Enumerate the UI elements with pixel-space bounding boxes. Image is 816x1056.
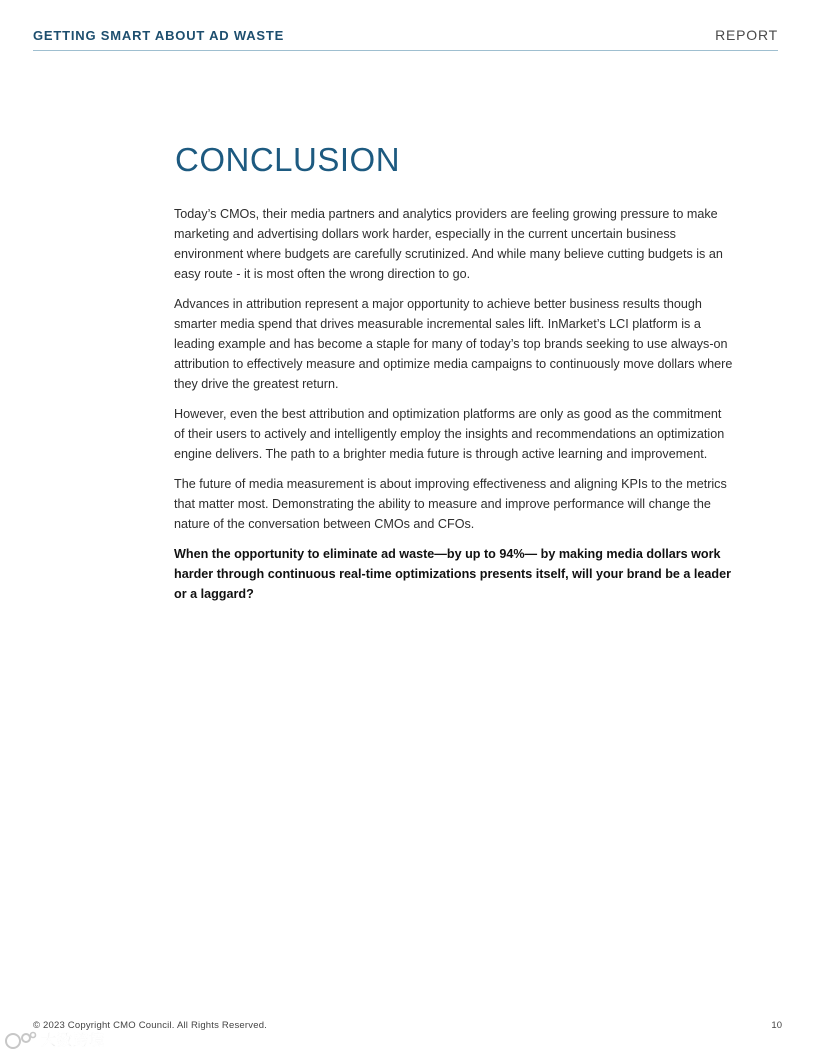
paragraph-1: Today’s CMOs, their media partners and analytics providers are feeling growing pressure to make marketing and advertising dollars work harder, especially in the current uncertain business environment where budgets are carefully scrutinized. And while many believe cutting budgets is an easy route - it is most often the wrong direction to go. bbox=[174, 207, 723, 281]
report-label: REPORT bbox=[715, 27, 778, 43]
paragraph-2: Advances in attribution represent a major opportunity to achieve better business results though smarter media spend that drives measurable incremental sales lift. InMarket’s LCI platform is a leading example and has become a staple for many of today’s top brands seeking to use always-on attribution to effectively measure and optimize media campaigns to continuously move dollars where they drive the greatest return. bbox=[174, 297, 733, 391]
page-header bbox=[33, 26, 778, 51]
paragraph-3: However, even the best attribution and optimization platforms are only as good as the commitment of their users to actively and intelligently employ the insights and recommendations an optimization engine delivers. The path to a brighter media future is through active learning and improvement. bbox=[174, 407, 725, 461]
watermark-logo-icon bbox=[4, 1030, 38, 1050]
watermark bbox=[4, 1029, 105, 1050]
page-number: 10 bbox=[771, 1020, 782, 1031]
closing-question: When the opportunity to eliminate ad waste—by up to 94%— by making media dollars work harder through continuous real-time optimizations presents itself, will your brand be a leader or a laggard? bbox=[174, 547, 732, 601]
section-heading: CONCLUSION bbox=[175, 141, 401, 178]
main-content bbox=[174, 140, 734, 614]
report-title: GETTING SMART ABOUT AD WASTE bbox=[33, 28, 285, 43]
copyright-notice: © 2023 Copyright CMO Council. All Rights Reserved. bbox=[33, 1020, 268, 1031]
watermark-text: 大数跨境 bbox=[41, 1032, 106, 1049]
paragraph-4: The future of media measurement is about improving effectiveness and aligning KPIs to the metrics that matter most. Demonstrating the ability to measure and improve performance will change the nature of the conversation between CMOs and CFOs. bbox=[174, 477, 727, 531]
